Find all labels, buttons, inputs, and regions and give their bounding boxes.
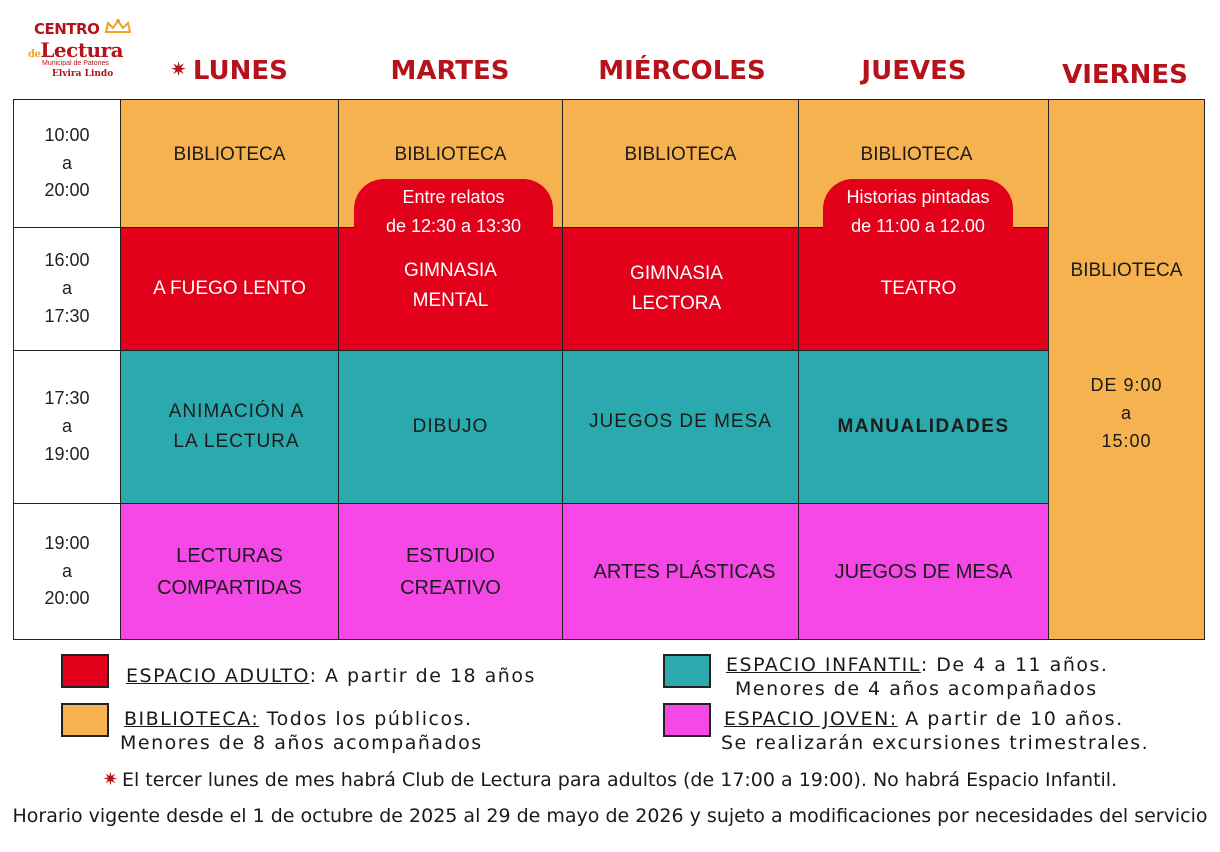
legend-joven: ESPACIO JOVEN: A partir de 10 años. Se realizarán excursiones trimestrales. xyxy=(721,708,1150,754)
activity-cell: LECTURAS COMPARTIDAS xyxy=(120,503,339,640)
legend-infantil: ESPACIO INFANTIL: De 4 a 11 años. Menores de 4 años acompañados xyxy=(726,654,1109,700)
day-header-lunes: ✷ LUNES xyxy=(170,56,288,86)
time-cell: 17:30 a 19:00 xyxy=(13,350,121,504)
activity-cell: ESTUDIO CREATIVO xyxy=(338,503,563,640)
legend-swatch-joven xyxy=(663,703,711,737)
crown-icon xyxy=(104,18,132,34)
pill-historias-pintadas: Historias pintadas de 11:00 a 12.00 xyxy=(823,179,1013,234)
legend-adulto: ESPACIO ADULTO: A partir de 18 años xyxy=(126,665,536,687)
activity-cell: ARTES PLÁSTICAS xyxy=(562,503,799,640)
activity-cell: TEATRO xyxy=(798,227,1049,351)
viernes-time: DE 9:00 a 15:00 xyxy=(1090,375,1163,452)
day-header-viernes: VIERNES xyxy=(1062,60,1188,90)
note-vigencia: Horario vigente desde el 1 de octubre de 2025 al 29 de mayo de 2026 y sujeto a modificaciones por necesidades del servicio xyxy=(12,805,1208,827)
star-icon: ✷ xyxy=(170,57,187,81)
legend-swatch-adulto xyxy=(61,654,109,688)
viernes-column xyxy=(1048,99,1205,640)
time-cell: 19:00 a 20:00 xyxy=(13,503,121,640)
activity-cell: BIBLIOTECA xyxy=(338,99,563,228)
activity-cell: BIBLIOTECA xyxy=(562,99,799,228)
logo-line3: Municipal de Patones xyxy=(42,60,109,67)
logo-line2: deLectura xyxy=(28,38,124,62)
day-header-jueves: JUEVES xyxy=(861,56,967,86)
activity-cell: MANUALIDADES xyxy=(798,350,1049,504)
logo-line1: CENTRO xyxy=(34,20,100,38)
pill-entre-relatos: Entre relatos de 12:30 a 13:30 xyxy=(354,179,553,234)
activity-cell: BIBLIOTECA xyxy=(798,99,1049,228)
activity-cell: ANIMACIÓN A LA LECTURA xyxy=(120,350,339,504)
legend-biblioteca: BIBLIOTECA: Todos los públicos. Menores de 8 años acompañados xyxy=(120,708,483,754)
note-club-lectura: ✷ El tercer lunes de mes habrá Club de Lectura para adultos (de 17:00 a 19:00). No habrá Espacio Infantil. xyxy=(102,769,1118,791)
activity-cell: BIBLIOTECA xyxy=(120,99,339,228)
activity-cell: GIMNASIA LECTORA xyxy=(562,227,799,351)
viernes-label: BIBLIOTECA xyxy=(1070,260,1183,281)
legend-swatch-infantil xyxy=(663,654,711,688)
activity-cell: A FUEGO LENTO xyxy=(120,227,339,351)
time-cell: 16:00 a 17:30 xyxy=(13,227,121,351)
activity-cell: JUEGOS DE MESA xyxy=(562,350,799,504)
day-header-martes: MARTES xyxy=(390,56,510,86)
legend-swatch-biblioteca xyxy=(61,703,109,737)
day-header-miercoles: MIÉRCOLES xyxy=(598,56,766,86)
activity-cell: JUEGOS DE MESA xyxy=(798,503,1049,640)
time-cell: 10:00 a 20:00 xyxy=(13,99,121,228)
activity-cell: DIBUJO xyxy=(338,350,563,504)
activity-cell: GIMNASIA MENTAL xyxy=(338,227,563,351)
star-icon: ✷ xyxy=(102,769,118,790)
logo-line4: Elvira Lindo xyxy=(52,69,114,79)
